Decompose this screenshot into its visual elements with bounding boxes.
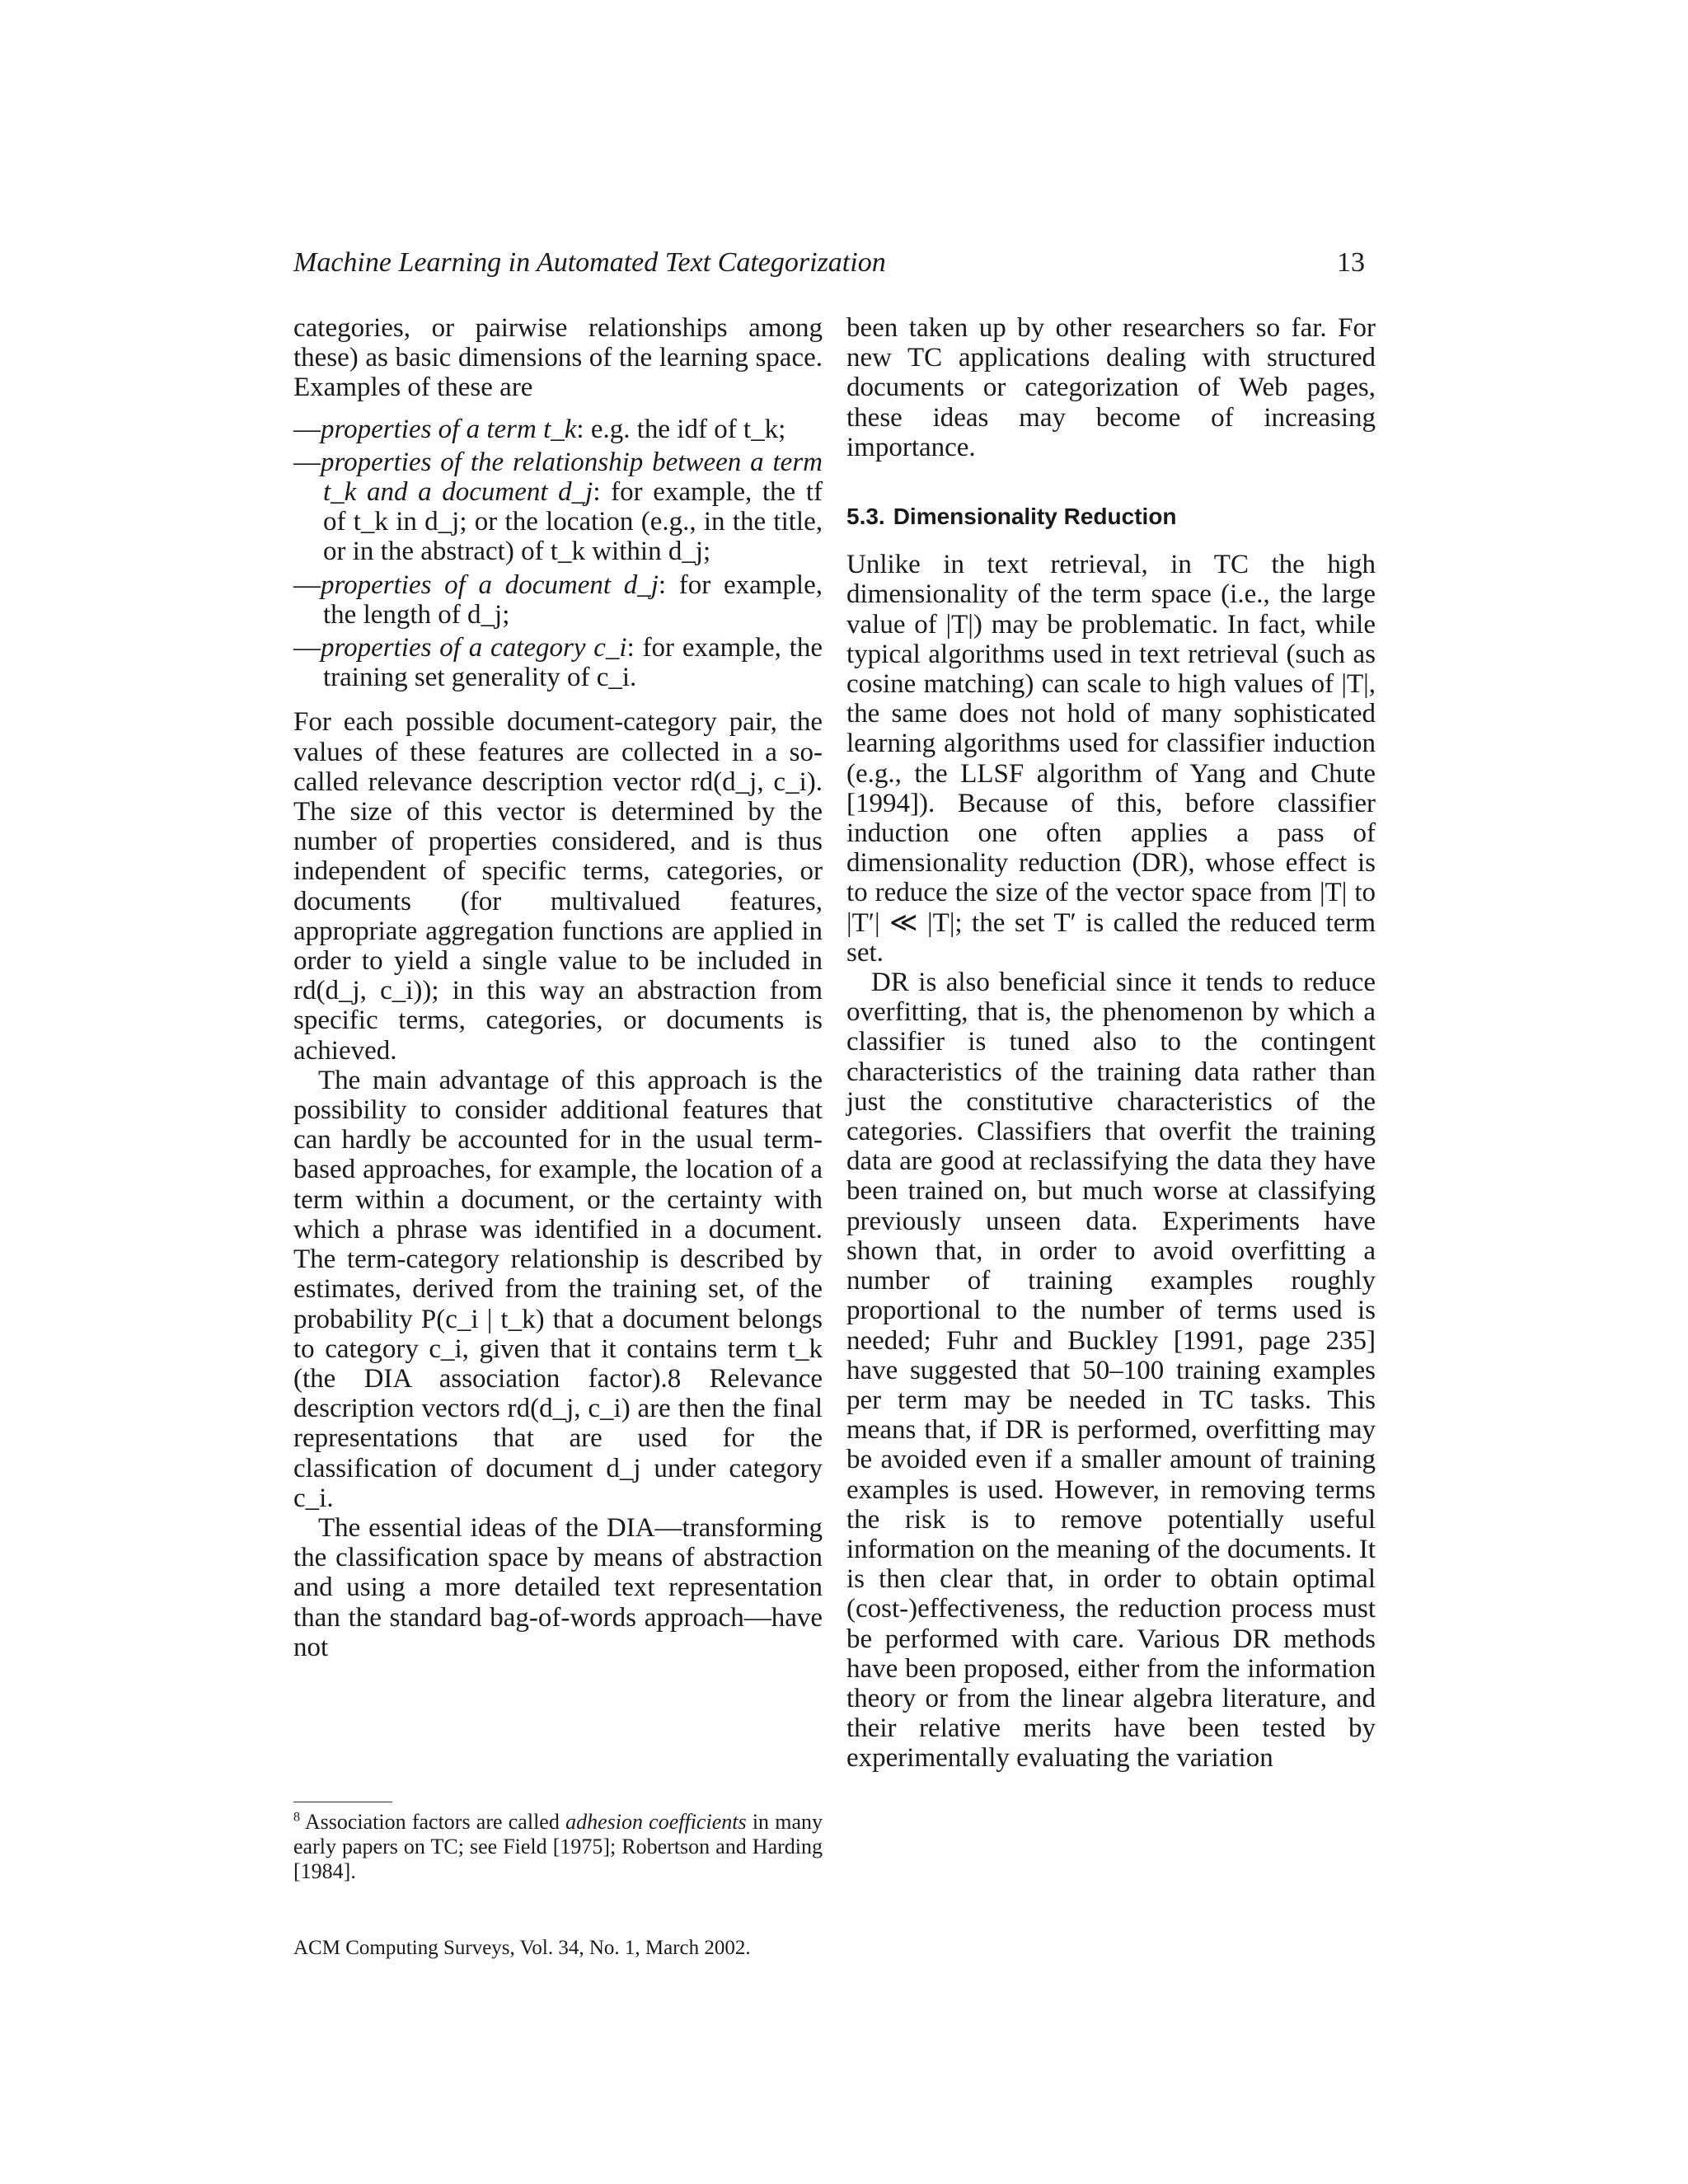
- body-paragraph: Unlike in text retrieval, in TC the high dimensionality of the term space (i.e., the large value of |T|) may be problematic. In fact, while typical algorithms used in text retrieval (such as cosine matching) can scale to high values of |T|, the same does not hold of many sophisticated learning algorithms used for classifier induction (e.g., the LLSF algorithm of Yang and Chute [1994]). Because of this, before classifier induction one often applies a pass of dimensionality reduction (DR), whose effect is to reduce the size of the vector space from |T| to |T′| ≪ |T|; the set T′ is called the reduced term set.: [846, 550, 1376, 968]
- section-heading: [846, 502, 1376, 532]
- right-column: [846, 313, 1376, 1774]
- section-number: 5.3.: [846, 504, 885, 530]
- feature-list: [293, 415, 823, 693]
- section-title: Dimensionality Reduction: [893, 504, 1177, 530]
- list-item: —properties of a term t_k: e.g. the idf of t_k;: [293, 414, 786, 444]
- list-item: —properties of a document d_j: for example, the length of d_j;: [293, 569, 823, 630]
- page-footer: ACM Computing Surveys, Vol. 34, No. 1, March 2002.: [293, 1937, 751, 1959]
- body-paragraph: For each possible document-category pair, the values of these features are collected in a so-called relevance description vector rd(d_j, c_i). The size of this vector is determined by the number of properties considered, and is thus independent of specific terms, categories, or documents (for multivalued features, appropriate aggregation functions are applied in order to yield a single value to be included in rd(d_j, c_i)); in this way an abstraction from specific terms, categories, or documents is achieved.: [293, 707, 823, 1066]
- body-paragraph: been taken up by other researchers so far. For new TC applications dealing with structured documents or categorization of Web pages, these ideas may become of increasing importance.: [846, 313, 1376, 462]
- intro-paragraph: categories, or pairwise relationships among these) as basic dimensions of the learning space. Examples of these are: [293, 313, 823, 403]
- footnote-mark: 8: [293, 1810, 301, 1825]
- body-paragraph: The essential ideas of the DIA—transforming the classification space by means of abstraction and using a more detailed text representation than the standard bag-of-words approach—have not: [293, 1512, 823, 1662]
- list-item: —properties of a category c_i: for example, the training set generality of c_i.: [293, 633, 823, 693]
- running-title: Machine Learning in Automated Text Categorization: [293, 247, 886, 278]
- left-column: [293, 313, 823, 1662]
- body-paragraph: The main advantage of this approach is the possibility to consider additional features that can hardly be accounted for in the usual term-based approaches, for example, the location of a term within a document, or the certainty with which a phrase was identified in a document. The term-category relationship is described by estimates, derived from the training set, of the probability P(c_i | t_k) that a document belongs to category c_i, given that it contains term t_k (the DIA association factor).8 Relevance description vectors rd(d_j, c_i) are then the final representations that are used for the classification of document d_j under category c_i.: [293, 1065, 823, 1513]
- page-header: [293, 241, 1365, 282]
- body-paragraph: DR is also beneficial since it tends to reduce overfitting, that is, the phenomenon by which a classifier is tuned also to the contingent characteristics of the training data rather than just the constitutive characteristics of the categories. Classifiers that overfit the training data are good at reclassifying the data they have been trained on, but much worse at classifying previously unseen data. Experiments have shown that, in order to avoid overfitting a number of training examples roughly proportional to the number of terms used is needed; Fuhr and Buckley [1991, page 235] have suggested that 50–100 training examples per term may be needed in TC tasks. This means that, if DR is performed, overfitting may be avoided even if a smaller amount of training examples is used. However, in removing terms the risk is to remove potentially useful information on the meaning of the documents. It is then clear that, in order to obtain optimal (cost-)effectiveness, the reduction process must be performed with care. Various DR methods have been proposed, either from the information theory or from the linear algebra literature, and their relative merits have been tested by experimentally evaluating the variation: [846, 968, 1376, 1774]
- footnote: $^8$ Association factors are called adhesion coefficients in many early papers on TC; see Field [1975]; Robertson and Harding [1984].: [293, 1810, 823, 1883]
- list-item: —properties of the relationship between a term t_k and a document d_j: for example, the tf of t_k in d_j; or the location (e.g., in the title, or in the abstract) of t_k within d_j;: [293, 447, 823, 567]
- page-number: 13: [1337, 247, 1365, 278]
